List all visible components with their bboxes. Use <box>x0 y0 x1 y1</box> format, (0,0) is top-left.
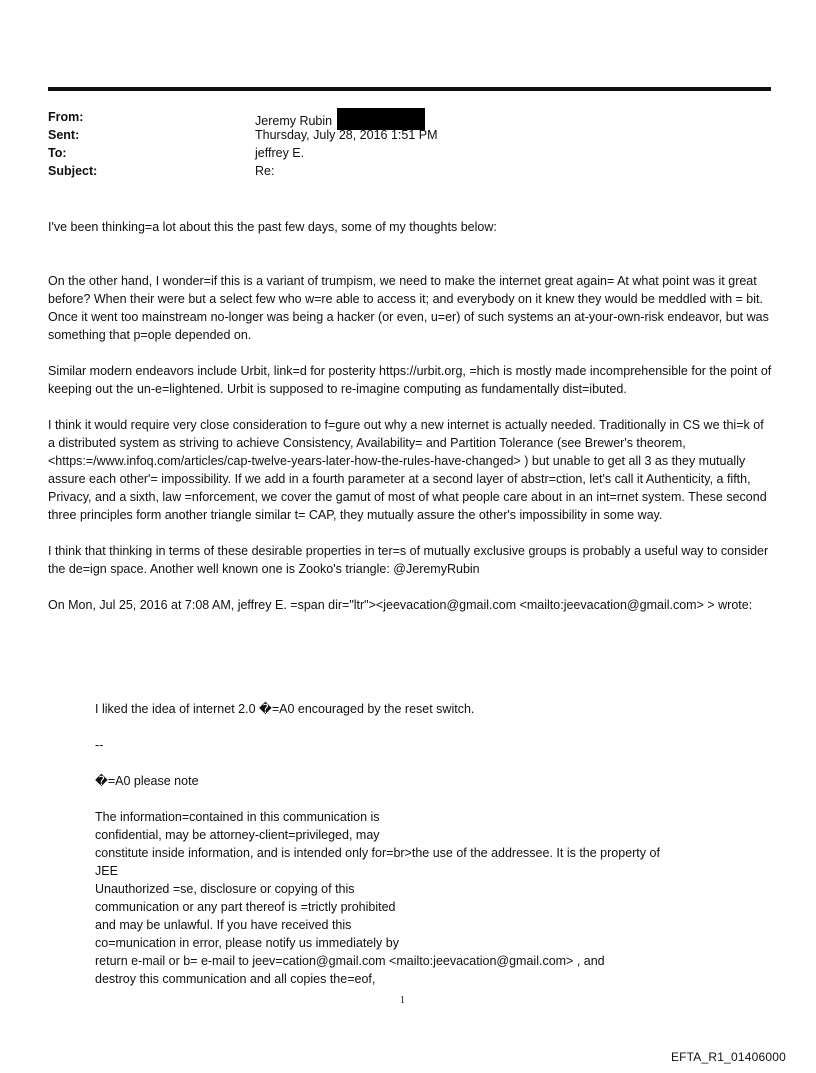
quoted-message <box>95 700 775 988</box>
disclaimer-block <box>95 808 775 988</box>
disclaimer-line: co=munication in error, please notify us immediately by <box>95 936 399 950</box>
disclaimer-line: return e-mail or b= e-mail to jeev=cation@gmail.com <mailto:jeevacation@gmail.com> , and <box>95 954 605 968</box>
reply-attribution: On Mon, Jul 25, 2016 at 7:08 AM, jeffrey E. =span dir="ltr"><jeevacation@gmail.com <mailto:jeevacation@gmail.com> > wrote: <box>48 598 753 612</box>
to-value: jeffrey E. <box>255 146 305 160</box>
from-name: Jeremy Rubin <box>255 114 333 128</box>
disclaimer-line: and may be unlawful. If you have received this <box>95 918 352 932</box>
quote-line-1: I liked the idea of internet 2.0 �=A0 encouraged by the reset switch. <box>95 702 475 716</box>
disclaimer-line: communication or any part thereof is =trictly prohibited <box>95 900 396 914</box>
header-divider <box>48 87 771 91</box>
page-number: 1 <box>400 995 405 1006</box>
disclaimer-line: destroy this communication and all copies the=eof, <box>95 972 376 986</box>
subject-value: Re: <box>255 164 275 178</box>
sent-value: Thursday, July 28, 2016 1:51 PM <box>255 128 438 142</box>
body-paragraph-3: Similar modern endeavors include Urbit, link=d for posterity https://urbit.org, =hich is mostly made incomprehensible for the point of keeping out the un-e=lightened. Urbit is supposed to re-imagine computing as fundamentally dist=ibuted. <box>48 364 772 396</box>
body-paragraph-1: I've been thinking=a lot about this the past few days, some of my thoughts below: <box>48 220 497 234</box>
document-id: EFTA_R1_01406000 <box>670 1050 786 1064</box>
sent-label: Sent: <box>48 128 80 142</box>
body-paragraph-4: I think it would require very close consideration to f=gure out why a new internet is actually needed. Traditionally in CS we thi=k of a distributed system as striving to achieve Consistency, Availability= and Partition Tolerance (see Brewer's theorem, <https:=/www.infoq.com/articles/cap-twelve-years-later-how-the-rules-have-changed> ) but unable to get all 3 as they mutually assure each other'= impossibility. If we add in a fourth parameter at a second layer of abstr=ction, let's call it Authenticity, a fifth, Privacy, and a sixth, law =nforcement, we cover the gamut of most of what people care about in an int=rnet system. These second three principles form another triangle similar t= CAP, they mutually assure the other's impossibility in some way. <box>48 418 767 522</box>
disclaimer-line: The information=contained in this communication is <box>95 810 380 824</box>
disclaimer-line: JEE <box>95 864 118 878</box>
subject-label: Subject: <box>48 164 98 178</box>
disclaimer-line: constitute inside information, and is intended only for=br>the use of the addressee. It is the property of <box>95 846 660 860</box>
body-paragraph-5: I think that thinking in terms of these desirable properties in ter=s of mutually exclusive groups is probably a useful way to consider the de=ign space. Another well known one is Zooko's triangle: @JeremyRubin <box>48 544 769 576</box>
body-paragraph-2: On the other hand, I wonder=if this is a variant of trumpism, we need to make the internet great again= At what point was it great before? When their were but a select few who w=re able to access it; and everybody on it knew they would be meddled with = bit. Once it went too mainstream no-longer was being a hacker (or even, u=er) of such systems an at-your-own-risk endeavor, but was something that p=ople depended on. <box>48 274 769 342</box>
to-label: To: <box>48 146 67 160</box>
from-label: From: <box>48 110 84 124</box>
disclaimer-line: confidential, may be attorney-client=privileged, may <box>95 828 380 842</box>
email-body <box>48 218 773 614</box>
disclaimer-line: Unauthorized =se, disclosure or copying of this <box>95 882 355 896</box>
quote-please-note: �=A0 please note <box>95 774 199 788</box>
quote-separator: -- <box>95 738 104 752</box>
